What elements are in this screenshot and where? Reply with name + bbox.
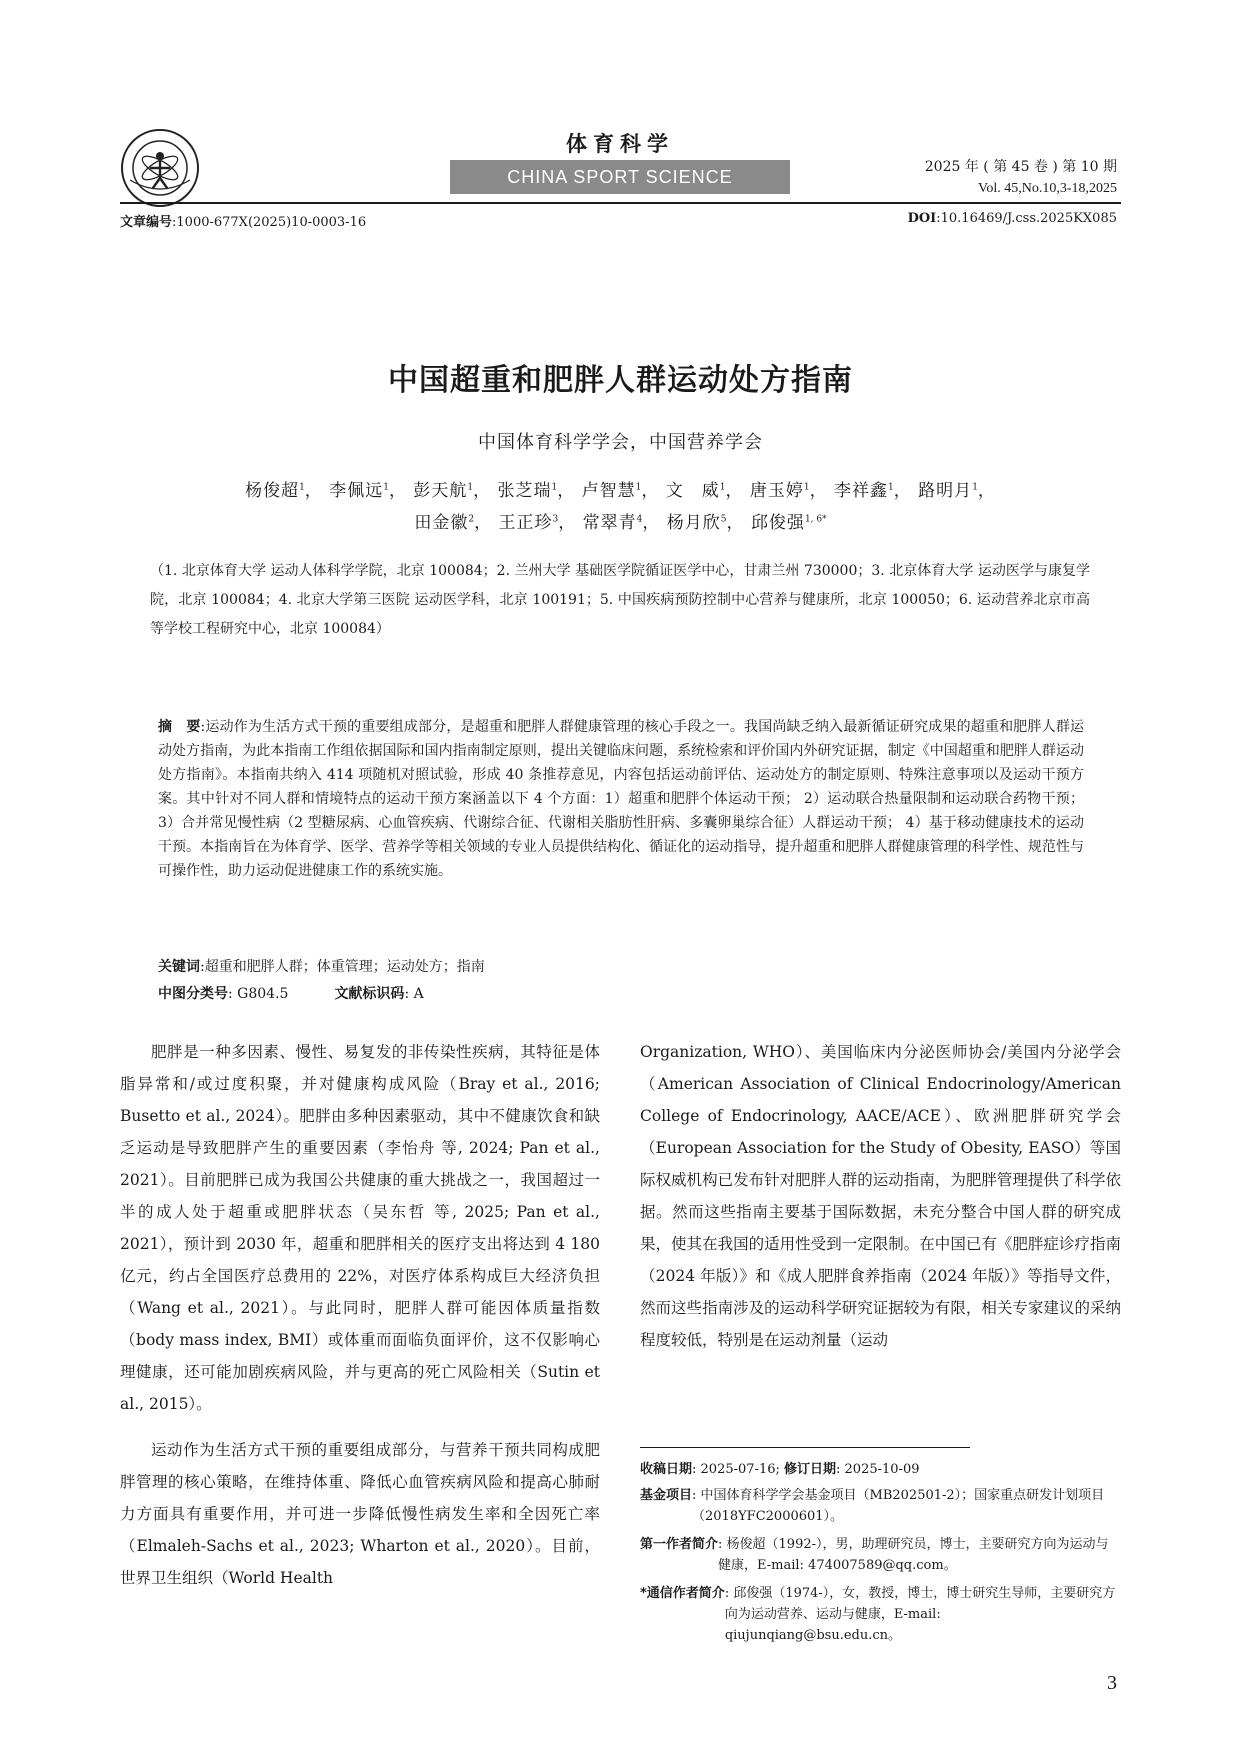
first-author-value: : 杨俊超（1992-），男，助理研究员，博士，主要研究方向为运动与健康，E-mail: 474007589@qq.com。: [718, 1537, 1109, 1573]
header-divider: [120, 202, 1121, 204]
doc-code-value: : A: [404, 986, 424, 1002]
body-paragraph: 运动作为生活方式干预的重要组成部分，与营养干预共同构成肥胖管理的核心策略，在维持体重、降低心血管疾病风险和提高心肺耐力方面具有重要作用，并可进一步降低慢性病发生率和全因死亡率（Elmaleh-Sachs et al., 2023; Wharton et al., 2020）。目前，世界卫生组织（World Health: [120, 1441, 600, 1587]
first-author-label: 第一作者简介: [640, 1537, 719, 1552]
author-affiliation-mark: 1: [551, 482, 558, 493]
journal-name-en: CHINA SPORT SCIENCE: [450, 160, 790, 194]
fund-label: 基金项目: [640, 1488, 693, 1503]
doi-label: DOI: [907, 211, 937, 226]
body-paragraph: 肥胖是一种多因素、慢性、易复发的非传染性疾病，其特征是体脂异常和/或过度积聚，并对健康构成风险（Bray et al., 2016; Busetto et al., 2024）。肥胖由多种因素驱动，其中不健康饮食和缺乏运动是导致肥胖产生的重要因素（李怡舟 等, 2024; Pan et al., 2021）。目前肥胖已成为我国公共健康的重大挑战之一，我国超过一半的成人处于超重或肥胖状态（吴东哲 等, 2025; Pan et al., 2021），预计到 2030 年，超重和肥胖相关的医疗支出将达到 4 180 亿元，约占全国医疗总费用的 22%，对医疗体系构成巨大经济负担（Wang et al., 2021）。与此同时，肥胖人群可能因体质量指数（body mass index, BMI）或体重而面临负面评价，这不仅影响心理健康，还可能加剧疾病风险，并与更高的死亡风险相关（Sutin et al., 2015）。: [120, 1043, 600, 1413]
author-name: 邱俊强: [750, 513, 805, 533]
authors-line-1: 杨俊超$^1$， 李佩远$^1$， 彭天航$^1$， 张芝瑞$^1$， 卢智慧$^1$， 文 威$^1$， 唐玉婷$^1$， 李祥鑫$^1$， 路明月$^1$，: [245, 481, 996, 501]
footnote-divider: [640, 1447, 970, 1448]
doi: [908, 211, 1117, 226]
footnote-first-author: [640, 1534, 1121, 1576]
author-affiliation-mark: 4: [636, 514, 643, 525]
footnote-dates: [640, 1459, 1121, 1480]
article-number: [120, 211, 366, 230]
corresponding-author-label: *通信作者简介: [640, 1586, 725, 1601]
article-number-value: :1000-677X(2025)10-0003-16: [172, 215, 367, 230]
keywords-text: :超重和肥胖人群；体重管理；运动处方；指南: [200, 959, 485, 975]
received-value: : 2025-07-16;: [692, 1462, 784, 1477]
footnote-corresponding-author: [640, 1583, 1121, 1646]
author-affiliation-mark: 3: [552, 514, 559, 525]
author-affiliation-mark: 1: [383, 482, 389, 493]
issuing-societies: 中国体育科学学会，中国营养学会: [478, 432, 763, 453]
author-name: 张芝瑞: [497, 481, 552, 501]
abstract-text: :运动作为生活方式干预的重要组成部分，是超重和肥胖人群健康管理的核心手段之一。我国尚缺乏纳入最新循证研究成果的超重和肥胖人群运动处方指南，为此本指南工作组依据国际和国内指南制定原则，提出关键临床问题，系统检索和评价国内外研究证据，制定《中国超重和肥胖人群运动处方指南》。本指南共纳入 414 项随机对照试验，形成 40 条推荐意见，内容包括运动前评估、运动处方的制定原则、特殊注意事项以及运动干预方案。其中针对不同人群和情境特点的运动干预方案涵盖以下 4 个方面：1）超重和肥胖个体运动干预； 2）运动联合热量限制和运动联合药物干预； 3）合并常见慢性病（2 型糖尿病、心血管疾病、代谢综合征、代谢相关脂肪性肝病、多囊卵巢综合征）人群运动干预； 4）基于移动健康技术的运动干预。本指南旨在为体育学、医学、营养学等相关领域的专业人员提供结构化、循证化的运动指导，提升超重和肥胖人群健康管理的科学性、规范性与可操作性，助力运动促进健康工作的系统实施。: [158, 719, 1085, 879]
footnote-fund: [640, 1485, 1121, 1527]
authors-line-2: 田金徽$^2$， 王正珍$^3$， 常翠青$^4$， 杨月欣$^5$， 邱俊强$^{1, 6*}$: [414, 513, 827, 533]
author-name: 路明月: [918, 481, 973, 501]
body-column-left: [120, 1036, 600, 1594]
author-affiliation-mark: 2: [468, 514, 475, 525]
article-number-label: 文章编号: [120, 215, 173, 230]
author-name: 文 威: [665, 481, 720, 501]
revised-label: 修订日期: [784, 1462, 837, 1477]
abstract-label: 摘 要: [158, 719, 201, 735]
society-emblem-icon: [120, 128, 200, 208]
body-paragraph: Organization, WHO）、美国临床内分泌医师协会/美国内分泌学会（American Association of Clinical Endocrinology/American College of Endocrinology, AACE/ACE）、欧洲肥胖研究学会（European Association for the Study of Obesity, EASO）等国际权威机构已发布针对肥胖人群的运动指南，为肥胖管理提供了科学依据。然而这些指南主要基于国际数据，未充分整合中国人群的研究成果，使其在我国的适用性受到一定限制。在中国已有《肥胖症诊疗指南（2024 年版）》和《成人肥胖食养指南（2024 年版）》等指导文件，然而这些指南涉及的运动科学研究证据较为有限，相关专家建议的采纳程度较低，特别是在运动剂量（运动: [640, 1043, 1121, 1349]
author-affiliation-mark: 1: [888, 482, 894, 493]
author-name: 田金徽: [414, 513, 469, 533]
classification-codes: [158, 982, 1084, 1006]
page-number: 3: [1107, 1672, 1117, 1694]
doc-code-label: 文献标识码: [334, 986, 405, 1002]
journal-logo: [120, 128, 200, 208]
doi-value: :10.16469/J.css.2025KX085: [936, 211, 1117, 226]
paper-title: 中国超重和肥胖人群运动处方指南: [388, 363, 853, 398]
author-affiliation-mark: 1: [972, 482, 978, 493]
author-name: 李祥鑫: [834, 481, 889, 501]
author-name: 杨俊超: [245, 481, 300, 501]
author-affiliation-mark: 1: [299, 482, 305, 493]
corresponding-author-value: : 邱俊强（1974-），女，教授，博士，博士研究生导师，主要研究方向为运动营养、运动与健康，E-mail: qiujunqiang@bsu.edu.cn。: [724, 1586, 1116, 1643]
keywords-label: 关键词: [158, 959, 200, 975]
body-column-right: [640, 1036, 1121, 1356]
clc-value: : G804.5: [228, 986, 289, 1002]
revised-value: : 2025-10-09: [836, 1462, 920, 1477]
journal-name-cn: 体育科学: [566, 132, 674, 156]
clc-label: 中图分类号: [158, 986, 228, 1002]
author-affiliation-mark: 1: [635, 482, 642, 493]
author-affiliation-mark: 1: [467, 482, 474, 493]
author-affiliations: （1. 北京体育大学 运动人体科学学院，北京 100084；2. 兰州大学 基础医学院循证医学中心，甘肃兰州 730000；3. 北京体育大学 运动医学与康复学院，北京 100084；4. 北京大学第三医院 运动医学科，北京 100191；5. 中国疾病预防控制中心营养与健康所，北京 100050；6. 运动营养北京市高等学校工程研究中心，北京 100084）: [150, 563, 1090, 637]
abstract: [158, 715, 1084, 883]
author-name: 卢智慧: [581, 481, 636, 501]
author-affiliation-mark: 1: [719, 482, 726, 493]
keywords: [158, 955, 1084, 979]
author-name: 常翠青: [582, 513, 637, 533]
author-name: 唐玉婷: [749, 481, 804, 501]
author-name: 李佩远: [329, 481, 384, 501]
issue-info-en: Vol. 45,No.10,3-18,2025: [978, 181, 1117, 196]
author-affiliation-mark: 1: [803, 482, 810, 493]
author-name: 杨月欣: [666, 513, 721, 533]
author-name: 王正珍: [498, 513, 553, 533]
author-affiliation-mark: 5: [720, 514, 727, 525]
received-label: 收稿日期: [640, 1462, 693, 1477]
author-name: 彭天航: [413, 481, 468, 501]
author-affiliation-mark: 1, 6*: [804, 514, 827, 525]
fund-value: : 中国体育科学学会基金项目（MB202501-2）；国家重点研发计划项目（2018YFC2000601）。: [692, 1488, 1105, 1524]
issue-info-cn: 2025 年 ( 第 45 卷 ) 第 10 期: [924, 159, 1117, 175]
